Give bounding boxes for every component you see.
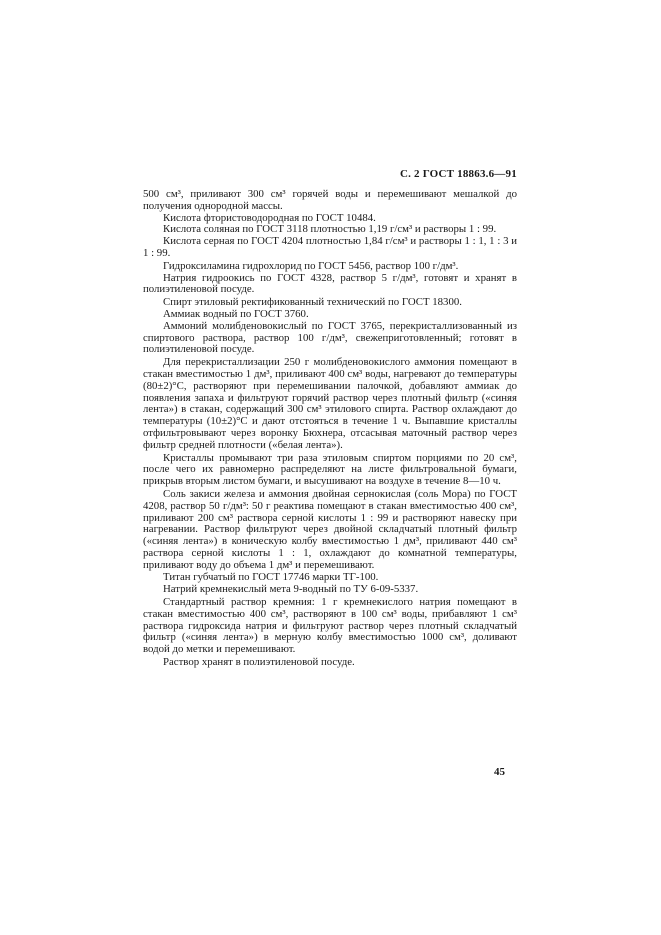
paragraph: Кристаллы промывают три раза этиловым спиртом порциями по 20 см³, после чего их равномерно распределяют на листе фильтровальной бумаги, прикрыв вторым листом бумаги, и высушивают на воздухе в течение 8—10 ч.	[143, 451, 517, 488]
paragraph: 500 см³, приливают 300 см³ горячей воды и перемешивают мешалкой до получения однородной массы.	[143, 188, 517, 212]
paragraph: Спирт этиловый ректификованный технический по ГОСТ 18300.	[163, 296, 462, 309]
paragraph: Натрия гидроокись по ГОСТ 4328, раствор 5 г/дм³, готовят и хранят в полиэтиленовой посуде.	[143, 271, 517, 296]
paragraph: Раствор хранят в полиэтиленовой посуде.	[163, 656, 355, 669]
paragraph: Кислота фтористоводородная по ГОСТ 10484.	[163, 211, 376, 224]
paragraph: Аммоний молибденовокислый по ГОСТ 3765, перекристаллизованный из спиртового раствора, раствор 100 г/дм³, свежеприготовленный; готовят в полиэтиленовой посуде.	[143, 319, 517, 356]
paragraph: Гидроксиламина гидрохлорид по ГОСТ 5456, раствор 100 г/дм³.	[163, 259, 459, 272]
paragraph: Титан губчатый по ГОСТ 17746 марки ТГ-100.	[163, 570, 379, 583]
paragraph: Соль закиси железа и аммония двойная сернокислая (соль Мора) по ГОСТ 4208, раствор 50 г/дм³: 50 г реактива помещают в стакан вместимостью 400 см³, приливают 200 см³ раствора серной кислоты 1 : 99 и растворяют навеску при нагревании. Раствор фильтруют через двойной складчатый плотный фильтр («синяя лента») в коническую колбу вместимостью 1 дм³, приливают 440 см³ раствора серной кислоты 1 : 1, охлаждают до комнатной температуры, приливают воду до объема 1 дм³ и перемешивают.	[143, 487, 517, 571]
paragraph: Для перекристаллизации 250 г молибденовокислого аммония помещают в стакан вместимостью 1 дм³, приливают 400 см³ воды, нагревают до температуры (80±2)°С, растворяют при перемешивании палочкой, добавляют аммиак до появления запаха и фильтруют горячий раствор через плотный фильтр («синяя лента») в стакан, содержащий 300 см³ этилового спирта. Раствор охлаждают до температуры (10±2)°С и дают отстояться в течение 1 ч. Выпавшие кристаллы отфильтровывают через воронку Бюхнера, отсасывая маточный раствор через фильтр средней плотности («белая лента»).	[143, 356, 517, 451]
paragraph: Кислота серная по ГОСТ 4204 плотностью 1,84 г/см³ и растворы 1 : 1, 1 : 3 и 1 : 99.	[143, 235, 517, 259]
paragraph: Стандартный раствор кремния: 1 г кремнекислого натрия помещают в стакан вместимостью 400 см³, растворяют в 100 см³ воды, прибавляют 1 см³ раствора гидроксида натрия и фильтруют раствор через плотный складчатый фильтр («синяя лента») в мерную колбу вместимостью 1000 см³, доливают водой до метки и перемешивают.	[143, 596, 517, 656]
paragraph: Натрий кремнекислый мета 9-водный по ТУ 6-09-5337.	[163, 583, 419, 596]
paragraph: Кислота соляная по ГОСТ 3118 плотностью 1,19 г/см³ и растворы 1 : 99.	[163, 223, 497, 236]
page-number: 45	[494, 766, 505, 778]
running-title: С. 2 ГОСТ 18863.6—91	[400, 168, 517, 180]
document-body	[143, 189, 517, 669]
paragraph: Аммиак водный по ГОСТ 3760.	[163, 307, 309, 320]
